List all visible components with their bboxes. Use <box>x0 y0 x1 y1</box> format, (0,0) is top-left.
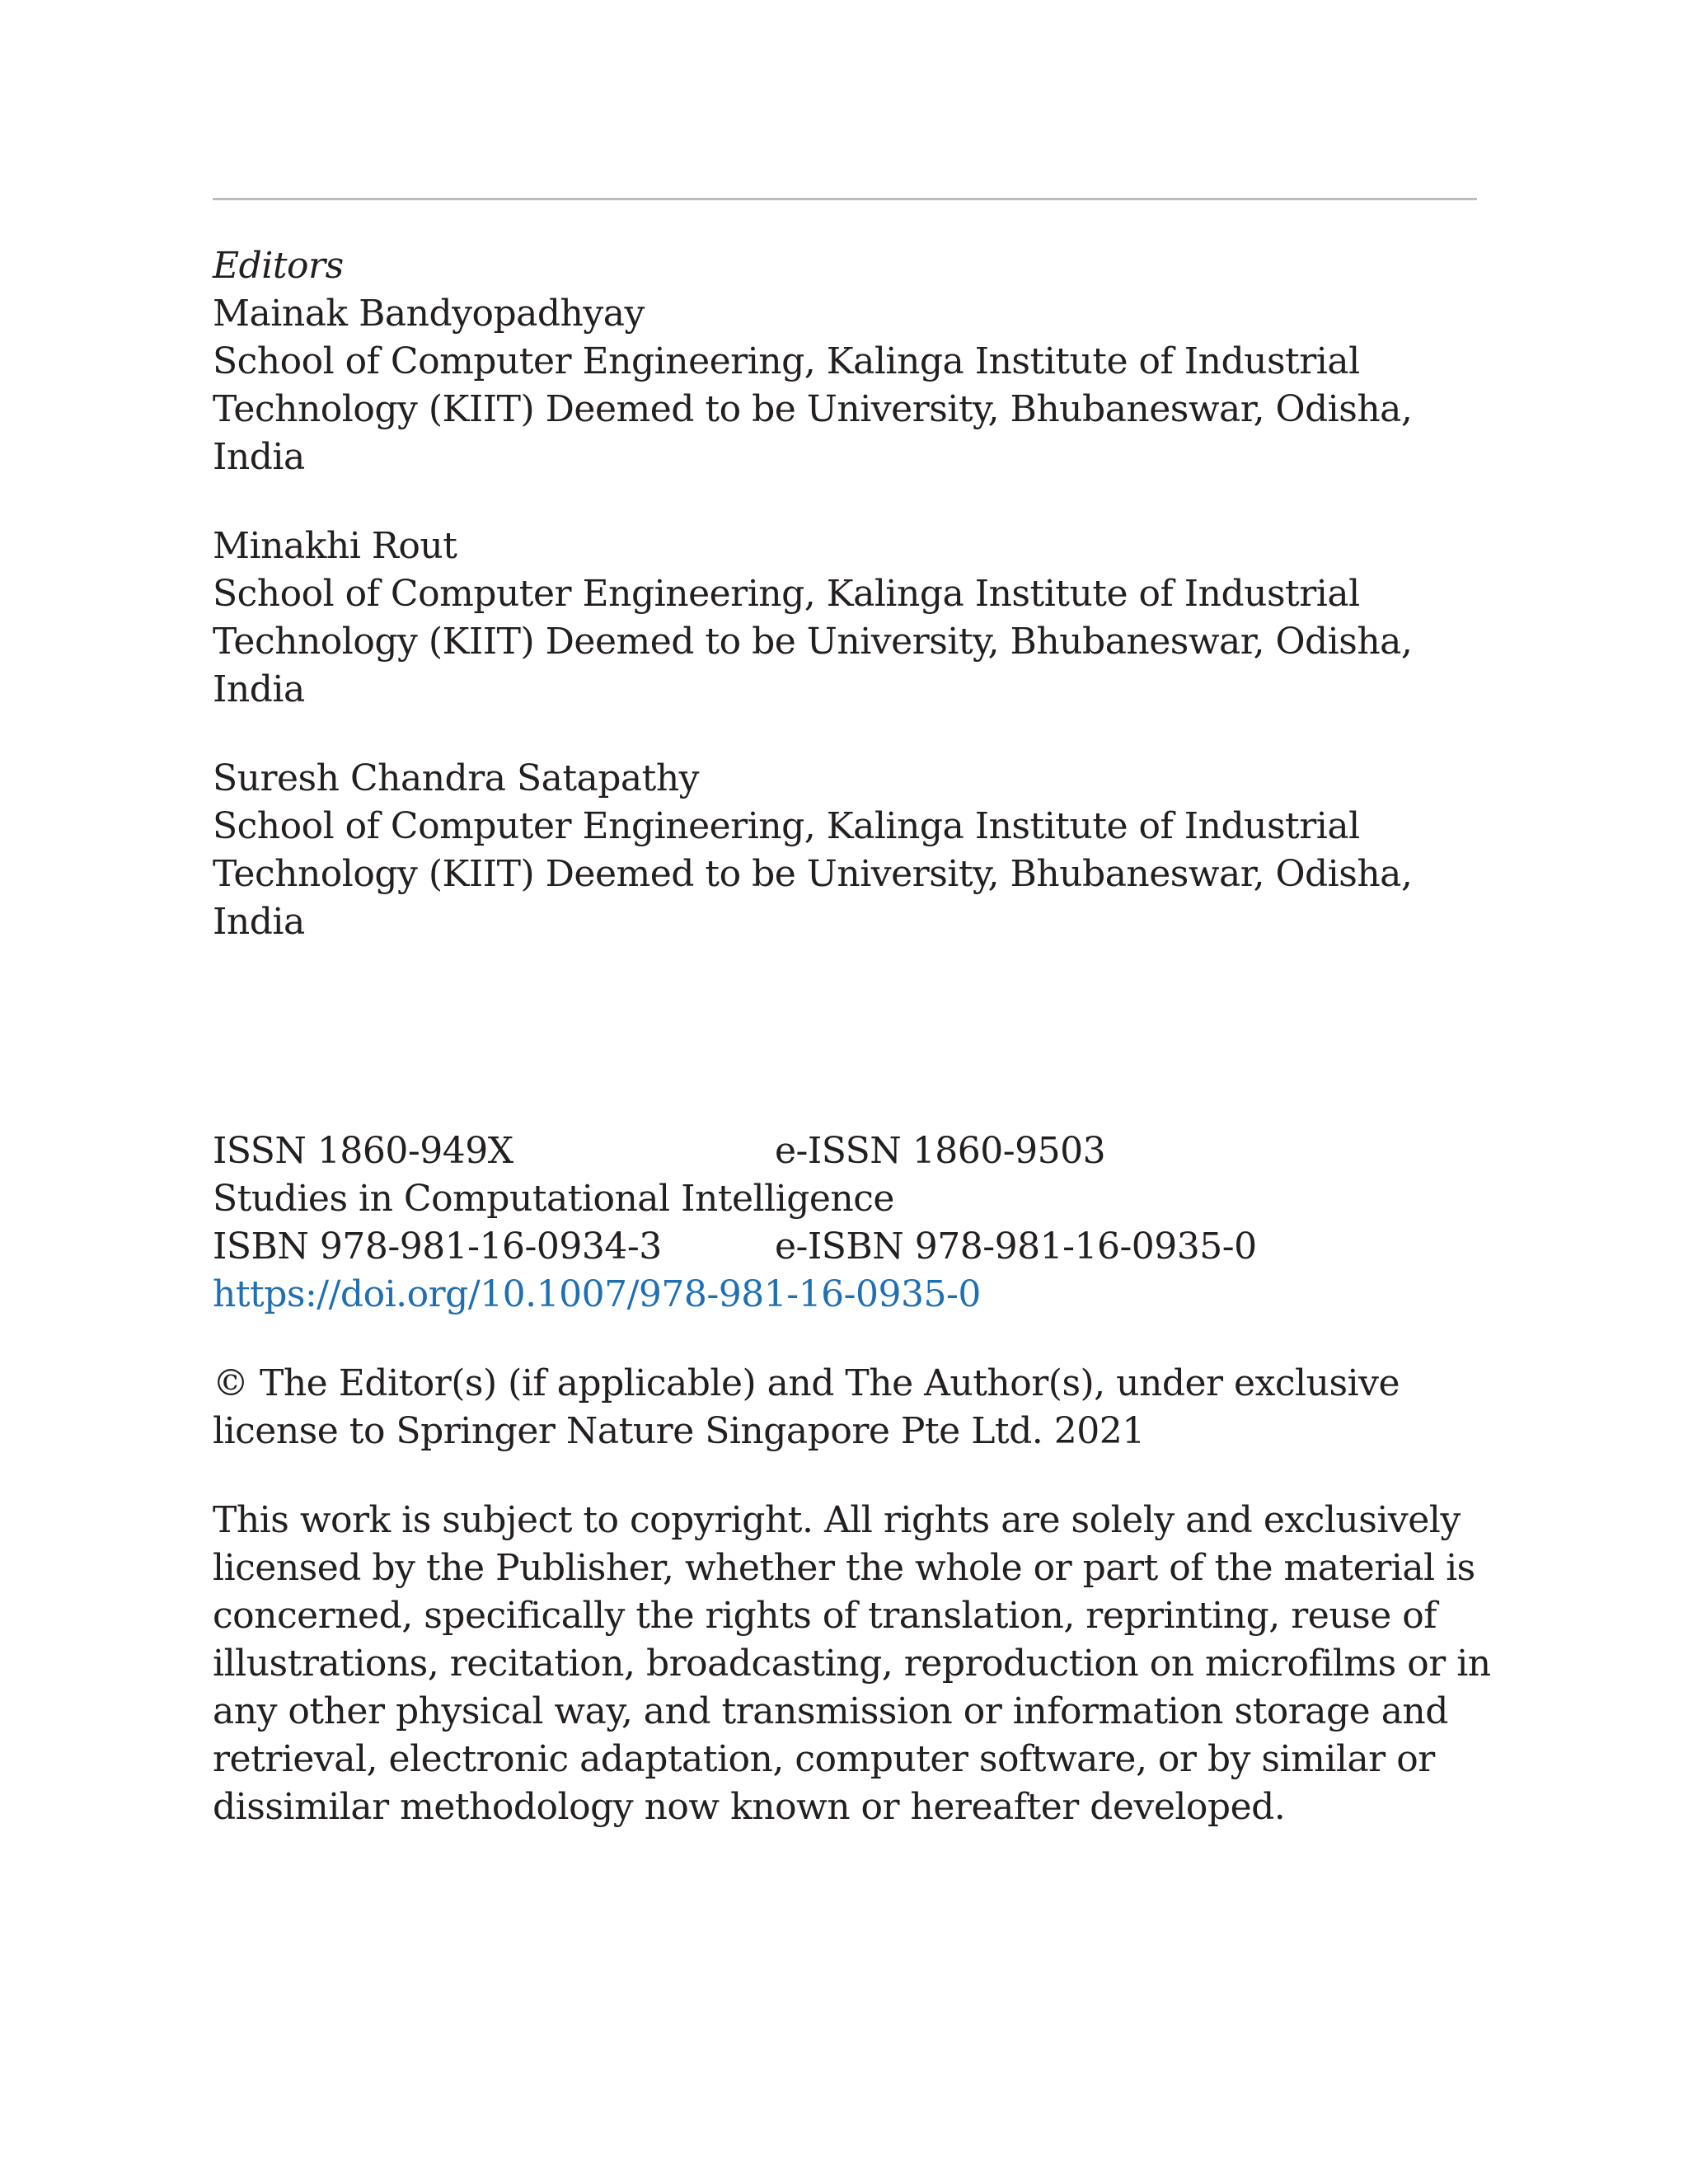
doi-link[interactable]: https://doi.org/10.1007/978-981-16-0935-0 <box>213 1273 981 1315</box>
editor-affiliation-line: School of Computer Engineering, Kalinga Institute of Industrial <box>213 805 1360 847</box>
editor-affiliation-line: School of Computer Engineering, Kalinga Institute of Industrial <box>213 573 1360 615</box>
copyright-notice <box>213 1360 1498 1455</box>
editor-affiliation-line: India <box>213 668 305 710</box>
series-title: Studies in Computational Intelligence <box>213 1178 894 1220</box>
editor-affiliation-line: Technology (KIIT) Deemed to be University, Bhubaneswar, Odisha, <box>213 388 1413 430</box>
isbn: ISBN 978-981-16-0934-3 <box>213 1226 662 1268</box>
copyright-line: © The Editor(s) (if applicable) and The Author(s), under exclusive <box>213 1362 1400 1404</box>
rights-statement <box>213 1497 1498 1831</box>
copyright-line: license to Springer Nature Singapore Pte Ltd. 2021 <box>213 1410 1145 1452</box>
rights-line: licensed by the Publisher, whether the whole or part of the material is <box>213 1547 1475 1589</box>
eisbn: e-ISBN 978-981-16-0935-0 <box>775 1226 1257 1268</box>
editor-name: Minakhi Rout <box>213 525 457 567</box>
editor-affiliation-line: Technology (KIIT) Deemed to be University, Bhubaneswar, Odisha, <box>213 621 1413 663</box>
editors-heading: Editors <box>213 245 344 287</box>
section-spacer <box>213 946 1498 1127</box>
copyright-page <box>213 242 1498 1831</box>
issn-row <box>213 1127 1498 1175</box>
issn: ISSN 1860-949X <box>213 1130 513 1172</box>
rights-line: any other physical way, and transmission or information storage and <box>213 1690 1448 1732</box>
isbn-row <box>213 1223 1498 1271</box>
editor-entry <box>213 290 1498 481</box>
editor-affiliation-line: India <box>213 901 305 943</box>
rights-line: concerned, specifically the rights of translation, reprinting, reuse of <box>213 1595 1437 1637</box>
editor-entry <box>213 523 1498 714</box>
editor-name: Mainak Bandyopadhyay <box>213 293 645 335</box>
editor-affiliation-line: Technology (KIIT) Deemed to be University, Bhubaneswar, Odisha, <box>213 853 1413 895</box>
identifiers-block <box>213 1127 1498 1319</box>
rights-line: This work is subject to copyright. All rights are solely and exclusively <box>213 1499 1461 1541</box>
rights-line: dissimilar methodology now known or hereafter developed. <box>213 1786 1286 1828</box>
top-divider <box>213 198 1477 200</box>
editor-name: Suresh Chandra Satapathy <box>213 757 700 799</box>
editor-entry <box>213 755 1498 946</box>
editor-affiliation-line: India <box>213 436 305 478</box>
rights-line: illustrations, recitation, broadcasting, reproduction on microfilms or in <box>213 1643 1491 1685</box>
editor-affiliation-line: School of Computer Engineering, Kalinga Institute of Industrial <box>213 340 1360 382</box>
eissn: e-ISSN 1860-9503 <box>775 1130 1106 1172</box>
rights-line: retrieval, electronic adaptation, computer software, or by similar or <box>213 1738 1435 1780</box>
